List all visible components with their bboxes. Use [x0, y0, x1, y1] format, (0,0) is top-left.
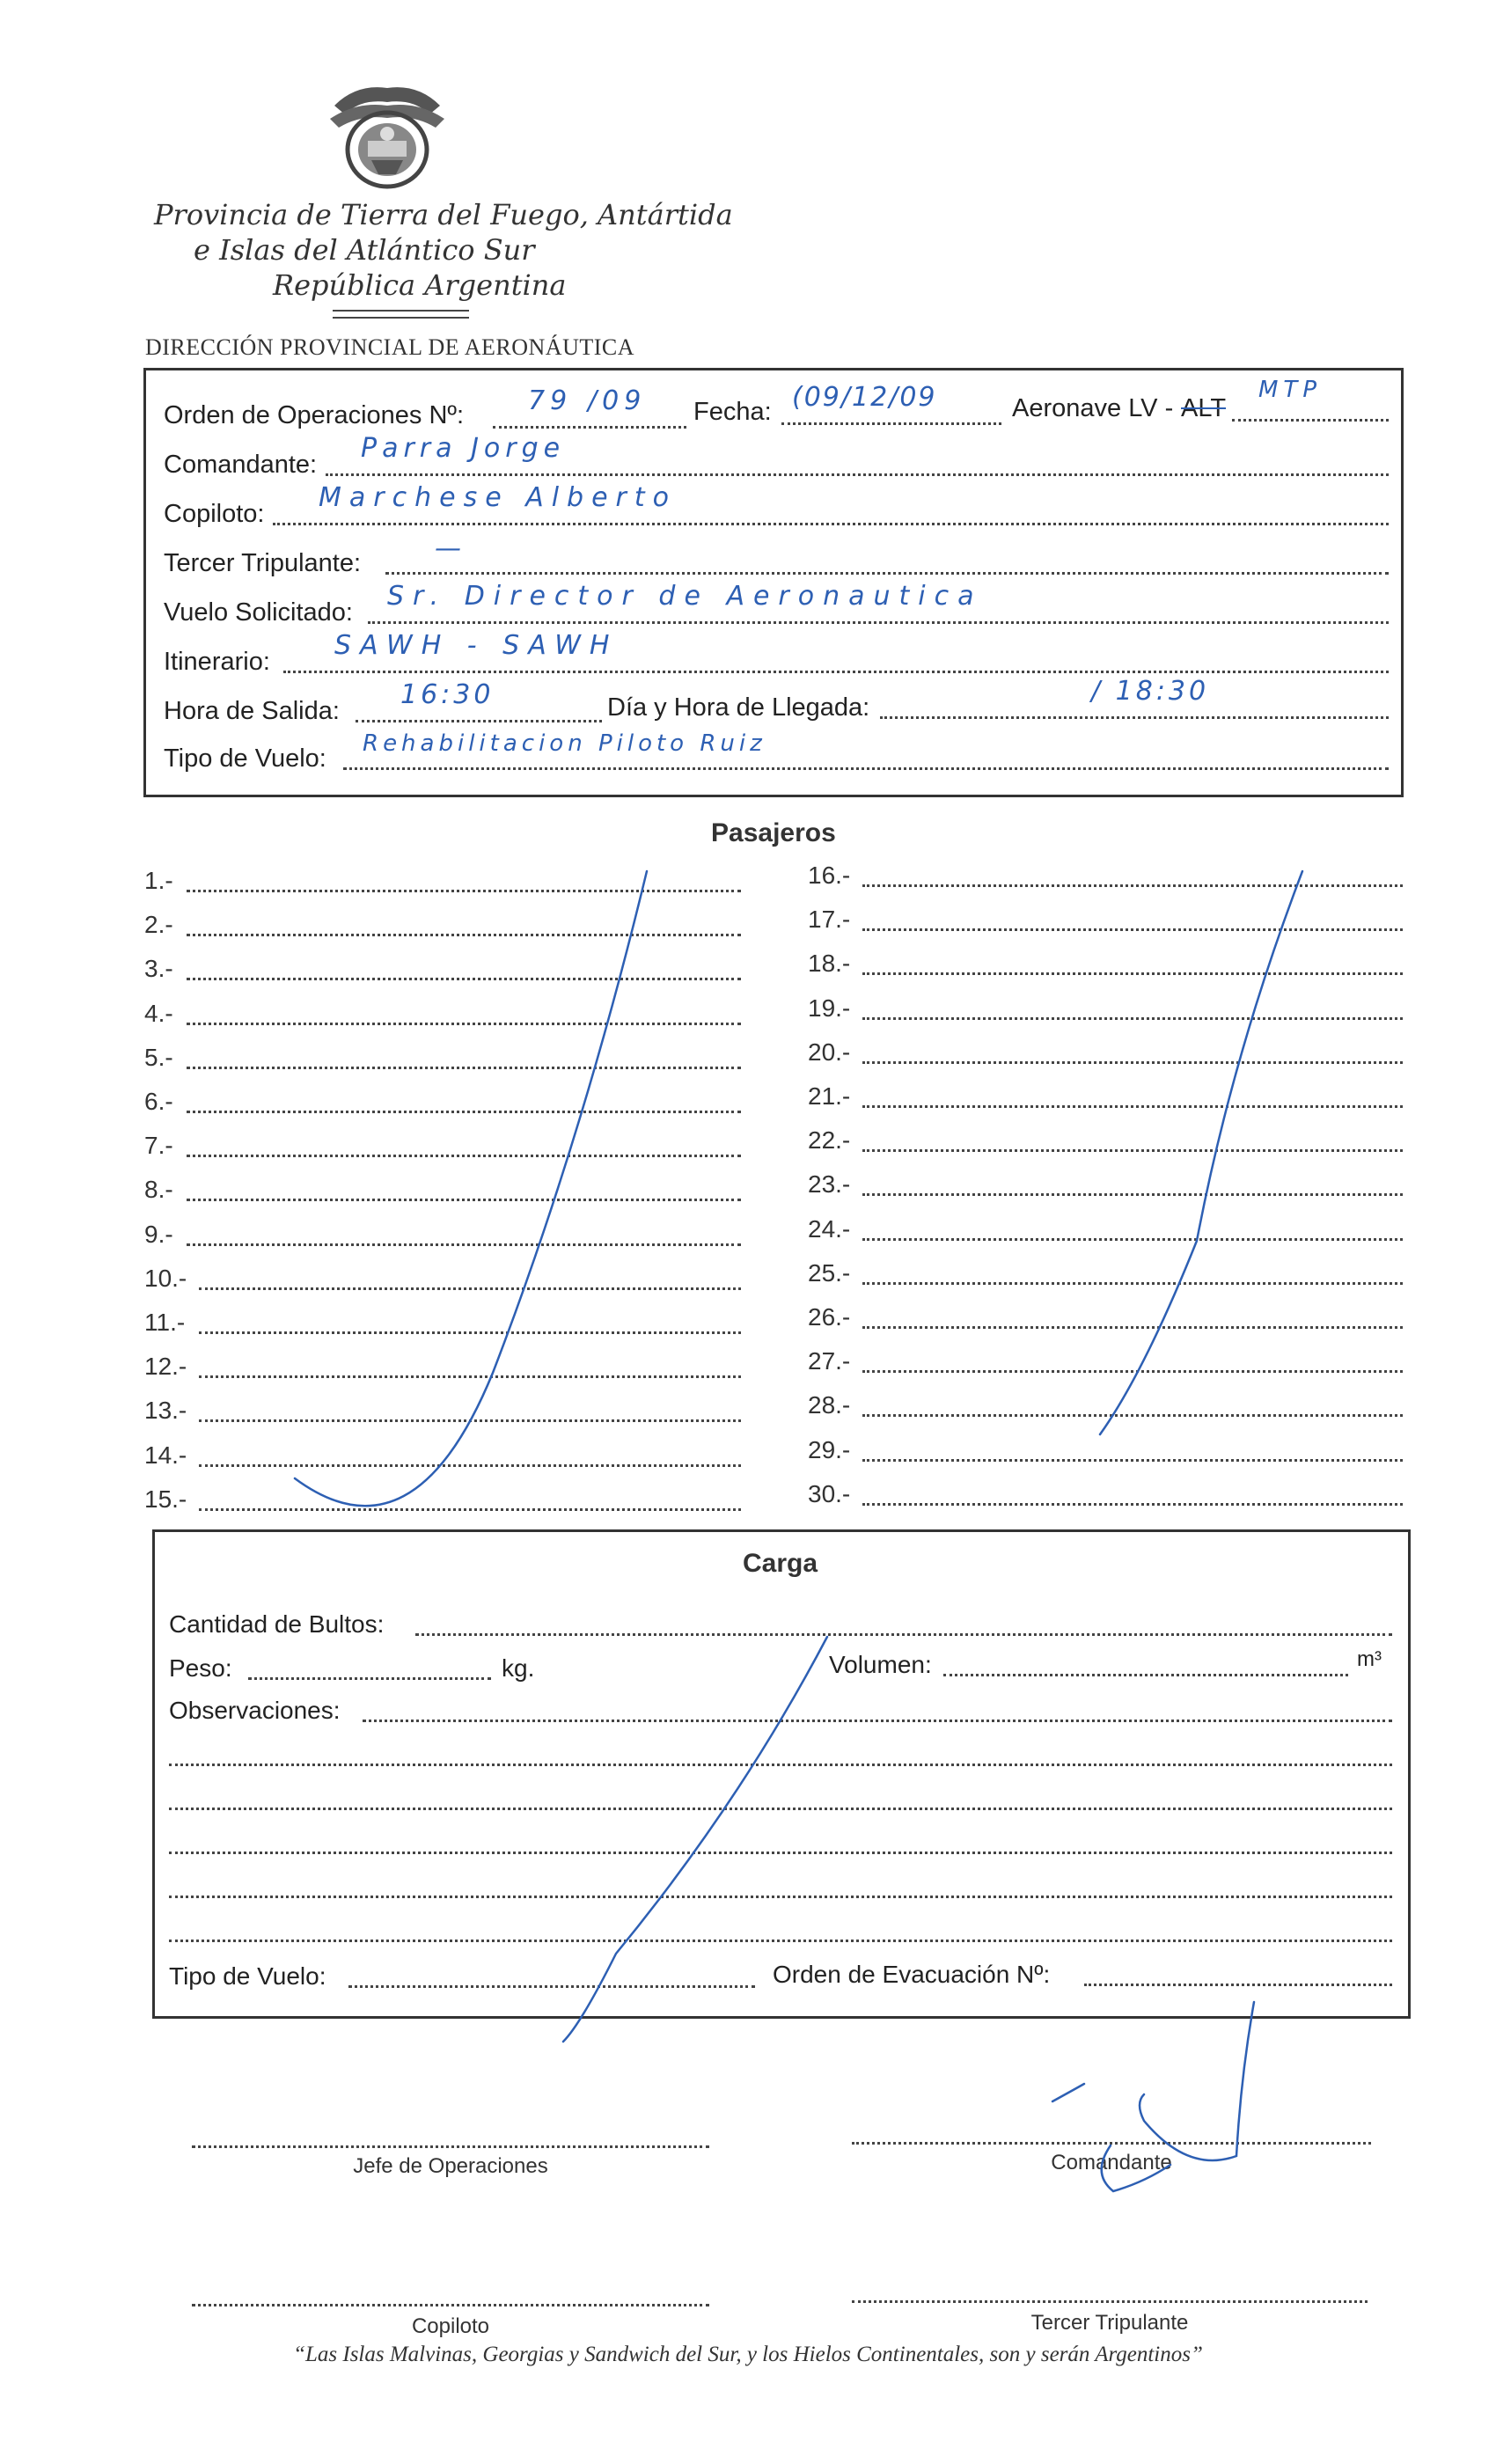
pasajeros-title: Pasajeros — [711, 818, 836, 847]
passenger-name-field[interactable] — [862, 1282, 1403, 1285]
passenger-number: 2.- — [144, 911, 173, 938]
passenger-name-field[interactable] — [862, 1459, 1403, 1462]
passenger-name-field[interactable] — [862, 884, 1403, 887]
copiloto-signature-label: Copiloto — [411, 2314, 490, 2338]
passenger-name-field[interactable] — [187, 1155, 741, 1157]
tercer-tripulante-line — [385, 572, 1389, 575]
copiloto-label: Copiloto: — [164, 500, 265, 528]
passenger-name-field[interactable] — [862, 1503, 1403, 1506]
passenger-number: 29.- — [808, 1436, 851, 1463]
fecha-line — [781, 422, 1001, 425]
passenger-number: 5.- — [144, 1044, 173, 1071]
passenger-number: 21.- — [808, 1082, 851, 1110]
comandante-label: Comandante: — [164, 451, 318, 479]
passenger-name-field[interactable] — [862, 1238, 1403, 1241]
bultos-field[interactable] — [415, 1633, 1392, 1636]
passenger-name-field[interactable] — [862, 1017, 1403, 1020]
passenger-name-field[interactable] — [187, 1111, 741, 1113]
observaciones-label: Observaciones: — [169, 1697, 341, 1724]
passenger-name-field[interactable] — [199, 1331, 741, 1334]
passenger-name-field[interactable] — [862, 1326, 1403, 1329]
passenger-number: 23.- — [808, 1170, 851, 1198]
passenger-name-field[interactable] — [862, 928, 1403, 931]
passenger-number: 20.- — [808, 1038, 851, 1066]
evacuacion-label: Orden de Evacuación Nº: — [773, 1961, 1051, 1988]
province-name-line1: Provincia de Tierra del Fuego, Antártida — [154, 198, 733, 231]
peso-field[interactable] — [248, 1677, 491, 1680]
comandante-line — [326, 473, 1389, 476]
volumen-field[interactable] — [943, 1674, 1348, 1676]
vuelo-solicitado-label: Vuelo Solicitado: — [164, 598, 353, 627]
ops-year-value[interactable]: /09 — [588, 385, 647, 416]
passenger-number: 30.- — [808, 1480, 851, 1507]
passenger-name-field[interactable] — [199, 1508, 741, 1511]
province-crest-icon — [326, 79, 449, 194]
copiloto-line — [273, 523, 1389, 525]
aeronave-struck-prefix: ALT — [1181, 394, 1227, 422]
passenger-number: 6.- — [144, 1088, 173, 1115]
tercer-tripulante-label: Tercer Tripulante: — [164, 549, 362, 577]
ops-number-value[interactable]: 79 — [528, 385, 573, 416]
passenger-number: 27.- — [808, 1347, 851, 1375]
tercer-tripulante-value[interactable]: — — [435, 533, 466, 564]
passenger-name-field[interactable] — [862, 1414, 1403, 1417]
passenger-name-field[interactable] — [187, 978, 741, 980]
fecha-label: Fecha: — [693, 398, 772, 426]
passenger-name-field[interactable] — [187, 890, 741, 892]
passenger-name-field[interactable] — [187, 1243, 741, 1246]
signature-stroke — [1052, 2084, 1084, 2101]
volumen-label: Volumen: — [829, 1651, 932, 1678]
passenger-number: 16.- — [808, 862, 851, 889]
carga-tipo-vuelo-label: Tipo de Vuelo: — [169, 1962, 326, 1990]
comandante-signature-line[interactable] — [852, 2142, 1371, 2145]
hora-salida-value[interactable]: 16:30 — [400, 679, 495, 710]
tipo-vuelo-line — [343, 767, 1389, 770]
passenger-number: 28.- — [808, 1391, 851, 1419]
observaciones-line[interactable] — [169, 1808, 1392, 1810]
passenger-name-field[interactable] — [862, 1105, 1403, 1108]
observaciones-line[interactable] — [169, 1896, 1392, 1898]
passenger-number: 25.- — [808, 1259, 851, 1287]
itinerario-value[interactable]: SAWH - SAWH — [334, 630, 619, 661]
passenger-name-field[interactable] — [187, 1067, 741, 1069]
passenger-number: 12.- — [144, 1353, 187, 1380]
passenger-name-field[interactable] — [862, 1193, 1403, 1196]
observaciones-line[interactable] — [169, 1764, 1392, 1766]
evacuacion-field[interactable] — [1084, 1984, 1392, 1986]
tipo-vuelo-value[interactable]: Rehabilitacion Piloto Ruiz — [363, 730, 766, 757]
passenger-number: 4.- — [144, 1000, 173, 1027]
ops-number-line — [493, 426, 686, 429]
comandante-value[interactable]: Parra Jorge — [361, 433, 566, 464]
bultos-label: Cantidad de Bultos: — [169, 1610, 385, 1638]
passenger-name-field[interactable] — [862, 1061, 1403, 1064]
passenger-name-field[interactable] — [187, 934, 741, 936]
passenger-name-field[interactable] — [187, 1023, 741, 1025]
tercer-signature-label: Tercer Tripulante — [1030, 2311, 1189, 2335]
passenger-number: 15.- — [144, 1485, 187, 1513]
passenger-number: 8.- — [144, 1176, 173, 1203]
ink-diagonal-stroke-left — [295, 871, 647, 1506]
signature-stroke — [1140, 2002, 1254, 2160]
passenger-name-field[interactable] — [199, 1419, 741, 1422]
passenger-name-field[interactable] — [199, 1287, 741, 1290]
observaciones-line[interactable] — [169, 1852, 1392, 1854]
jefe-signature-line[interactable] — [192, 2145, 709, 2148]
tercer-signature-line[interactable] — [852, 2300, 1368, 2303]
carga-box — [152, 1529, 1411, 2019]
passenger-number: 10.- — [144, 1265, 187, 1292]
passenger-number: 26.- — [808, 1303, 851, 1331]
fecha-value[interactable]: (09/12/09 — [792, 382, 937, 413]
aeronave-line — [1232, 419, 1389, 422]
jefe-signature-label: Jefe de Operaciones — [353, 2154, 548, 2178]
passenger-number: 19.- — [808, 994, 851, 1022]
department-title: DIRECCIÓN PROVINCIAL DE AERONÁUTICA — [145, 334, 635, 360]
passenger-name-field[interactable] — [199, 1375, 741, 1378]
passenger-name-field[interactable] — [862, 1370, 1403, 1373]
passenger-name-field[interactable] — [862, 1149, 1403, 1152]
hora-salida-label: Hora de Salida: — [164, 697, 340, 725]
passenger-number: 1.- — [144, 867, 173, 894]
passenger-number: 18.- — [808, 950, 851, 977]
comandante-signature-label: Comandante — [1051, 2151, 1172, 2174]
country-name: República Argentina — [273, 268, 567, 302]
passenger-number: 13.- — [144, 1397, 187, 1424]
passenger-number: 3.- — [144, 955, 173, 982]
peso-label: Peso: — [169, 1654, 232, 1682]
llegada-line — [880, 716, 1389, 719]
passenger-number: 17.- — [808, 906, 851, 933]
itinerario-label: Itinerario: — [164, 648, 270, 676]
header-rule — [333, 317, 469, 319]
volumen-unit: m³ — [1357, 1647, 1382, 1671]
ops-number-label: Orden de Operaciones Nº: — [164, 401, 465, 429]
carga-title: Carga — [743, 1549, 818, 1578]
observaciones-line[interactable] — [169, 1940, 1392, 1942]
peso-unit: kg. — [502, 1654, 535, 1682]
passenger-name-field[interactable] — [862, 972, 1403, 975]
aeronave-label: Aeronave LV - — [1012, 394, 1174, 422]
vuelo-solicitado-value[interactable]: Sr. Director de Aeronautica — [387, 581, 983, 612]
llegada-label: Día y Hora de Llegada: — [607, 693, 870, 722]
hora-salida-line — [356, 720, 602, 722]
footer-motto: “Las Islas Malvinas, Georgias y Sandwich del Sur, y los Hielos Continentales, son y serán Argentinos” — [293, 2343, 1203, 2366]
carga-tipo-vuelo-field[interactable] — [348, 1985, 755, 1988]
llegada-value[interactable]: / 18:30 — [1091, 676, 1210, 707]
province-name-line2: e Islas del Atlántico Sur — [194, 233, 535, 267]
copiloto-signature-line[interactable] — [192, 2304, 709, 2306]
copiloto-value[interactable]: Marchese Alberto — [319, 482, 677, 513]
passenger-name-field[interactable] — [187, 1199, 741, 1201]
ink-diagonal-stroke-right — [1100, 871, 1302, 1434]
vuelo-solicitado-line — [368, 621, 1389, 624]
passenger-number: 11.- — [144, 1309, 186, 1336]
tipo-vuelo-label: Tipo de Vuelo: — [164, 744, 326, 773]
passenger-number: 24.- — [808, 1215, 851, 1243]
passenger-name-field[interactable] — [199, 1464, 741, 1467]
itinerario-line — [283, 671, 1389, 673]
passenger-number: 9.- — [144, 1221, 173, 1248]
passenger-number: 7.- — [144, 1132, 173, 1159]
observaciones-line[interactable] — [363, 1720, 1392, 1722]
header-rule — [333, 310, 469, 312]
passenger-number: 22.- — [808, 1126, 851, 1154]
passenger-number: 14.- — [144, 1441, 187, 1469]
aeronave-value[interactable]: MTP — [1258, 377, 1322, 403]
